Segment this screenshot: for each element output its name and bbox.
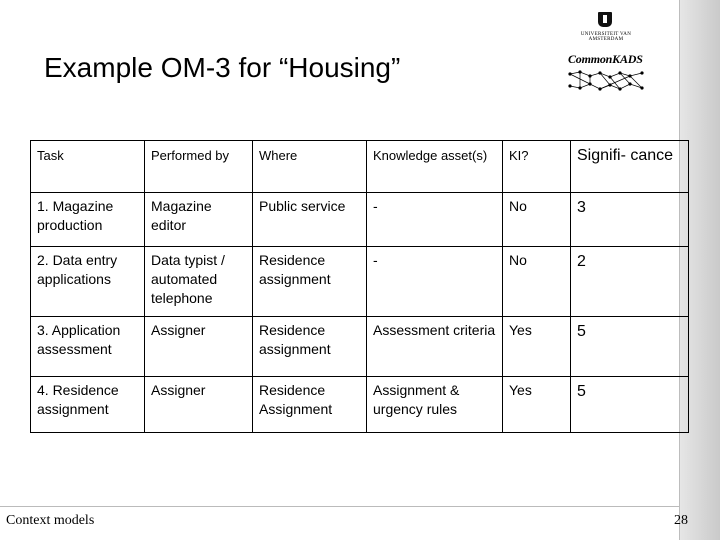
cell-ki: No [503, 247, 571, 317]
header-task: Task [31, 141, 145, 193]
header-where: Where [253, 141, 367, 193]
header-significance: Signifi- cance [571, 141, 689, 193]
header-ki: KI? [503, 141, 571, 193]
cell-ki: Yes [503, 377, 571, 433]
cell-task: 2. Data entry applications [31, 247, 145, 317]
cell-where: Residence Assignment [253, 377, 367, 433]
cell-significance: 2 [571, 247, 689, 317]
cell-where: Public service [253, 193, 367, 247]
cell-performed-by: Assigner [145, 377, 253, 433]
table-header-row [31, 141, 689, 193]
commonkads-logo [566, 52, 650, 96]
cell-knowledge-assets: Assessment criteria [367, 317, 503, 377]
cell-ki: Yes [503, 317, 571, 377]
cell-knowledge-assets: Assignment & urgency rules [367, 377, 503, 433]
cell-performed-by: Magazine editor [145, 193, 253, 247]
header-knowledge-assets: Knowledge asset(s) [367, 141, 503, 193]
om3-table [30, 140, 689, 433]
cell-ki: No [503, 193, 571, 247]
cell-task: 4. Residence assignment [31, 377, 145, 433]
footer-divider [0, 506, 679, 507]
header-performed-by: Performed by [145, 141, 253, 193]
slide-title: Example OM-3 for “Housing” [44, 52, 401, 83]
university-name: UNIVERSITEIT VAN AMSTERDAM [580, 32, 632, 42]
cell-knowledge-assets: - [367, 247, 503, 317]
cell-performed-by: Assigner [145, 317, 253, 377]
university-shield-icon [598, 12, 612, 27]
table-row [31, 193, 689, 247]
cell-task: 1. Magazine production [31, 193, 145, 247]
commonkads-network-icon [566, 68, 650, 94]
cell-knowledge-assets: - [367, 193, 503, 247]
cell-task: 3. Application assessment [31, 317, 145, 377]
cell-significance: 5 [571, 317, 689, 377]
cell-where: Residence assignment [253, 317, 367, 377]
cell-performed-by: Data typist / automated telephone [145, 247, 253, 317]
university-logo [566, 10, 646, 40]
cell-significance: 5 [571, 377, 689, 433]
table-row [31, 247, 689, 317]
table-row [31, 377, 689, 433]
page-number: 28 [674, 513, 688, 528]
cell-where: Residence assignment [253, 247, 367, 317]
cell-significance: 3 [571, 193, 689, 247]
table-row [31, 317, 689, 377]
footer-label: Context models [6, 513, 95, 528]
commonkads-wordmark: CommonKADS [568, 52, 643, 66]
